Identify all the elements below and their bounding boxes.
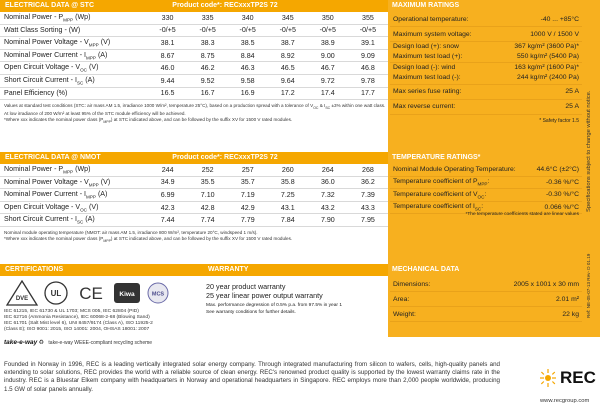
cell-value: 43.3 xyxy=(348,201,388,214)
table-row xyxy=(390,189,582,202)
cell-value: 46.2 xyxy=(188,62,228,75)
row-label: Weight: xyxy=(390,307,463,322)
temp-footnote: *The temperature coefficients stated are linear values xyxy=(465,212,579,217)
cell-value: 7.19 xyxy=(228,189,268,202)
row-label: Design load (+): snow Maximum test load (+): xyxy=(390,42,495,63)
row-label: Nominal Power Voltage - $V_{MPP}$ (V) xyxy=(0,176,148,189)
row-label: Open Circuit Voltage - $V_{OC}$ (V) xyxy=(0,62,148,75)
row-label: Short Circuit Current - $I_{SC}$ (A) xyxy=(0,74,148,87)
stc-table xyxy=(0,12,388,100)
cell-value: 9.64 xyxy=(268,74,308,87)
cell-value: 8.84 xyxy=(228,49,268,62)
table-row xyxy=(0,37,388,50)
row-value: 44.6°C (±2°C) xyxy=(530,164,583,176)
cell-value: -0/+5 xyxy=(188,24,228,37)
row-label: Design load (-): wind Maximum test load (-): xyxy=(390,63,495,84)
row-label: Open Circuit Voltage - $V_{OC}$ (V) xyxy=(0,201,148,214)
cert-text: IEC 61215, IEC 61730 & UL 1703; MCS 005, IEC 62804 (PID) IEC 62716 (Ammonia Resistance), IEC 60068-2-68 (Blowing Sand) IEC 61701 (Salt Mist level 6), UNI 8457/9174 (Class A), ISO 11925-2 (Class E); ISO 9001: 2015, ISO 14001: 2004, OHSAS 18001: 2007 xyxy=(4,309,153,333)
row-label: Dimensions: xyxy=(390,277,463,292)
row-label: Temperature coefficient of $I_{SC}$: xyxy=(390,201,530,214)
cell-value: 17.7 xyxy=(348,87,388,100)
stc-note: Values at standard test conditions (STC: air mass AM 1.5, irradiance 1000 W/m², temperature 25°C), based on a production spread with a tolerance of $V_{OC}$ & $I_{SC} \pm 3\%$ within one watt class. At low irradiance of 200 W/m² at least 95% of the STC module efficiency will be achieved. *Where xxx indicates the nominal power class $(P_{MPP})$ at STC indicated above, and can be followed by the suffix XV for 1500 V rated modules. xyxy=(4,103,386,124)
cell-value: 7.84 xyxy=(268,214,308,227)
dve-logo xyxy=(7,281,37,305)
cell-value: 35.7 xyxy=(228,176,268,189)
ce-logo xyxy=(79,284,103,303)
row-value: -40 ... +85°C xyxy=(495,12,582,27)
nmot-title: ELECTRICAL DATA @ NMOT xyxy=(5,154,101,161)
website: www.recgroup.com xyxy=(540,398,590,404)
cell-value: 9.00 xyxy=(308,49,348,62)
nmot-note: Nominal module operating temperature (NMOT: air mass AM 1.5, irradiance 800 W/m², temperature 20°C, windspeed 1 m/s). *Where xxx indicates the nominal power class $(P_{MPP})$ at STC indicated above, and can be followed by the suffix XV for 1500 V rated modules. xyxy=(4,229,293,243)
cell-value: 350 xyxy=(308,12,348,24)
cell-value: 7.44 xyxy=(148,214,188,227)
cell-value: 16.9 xyxy=(228,87,268,100)
row-value: 25 A xyxy=(495,99,582,114)
cell-value: -0/+5 xyxy=(228,24,268,37)
warranty-power: 25 year linear power output warranty xyxy=(206,291,323,300)
stc-title: ELECTRICAL DATA @ STC xyxy=(5,2,95,9)
temp-table xyxy=(390,164,582,214)
cell-value: 7.95 xyxy=(348,214,388,227)
cell-value: -0/+5 xyxy=(268,24,308,37)
row-label: Watt Class Sorting - (W) xyxy=(0,24,148,37)
recycling-text: take-e-way WEEE-compliant recycling scheme xyxy=(48,340,153,346)
row-value: 2.01 m² xyxy=(463,292,582,307)
row-label: Nominal Power Current - $I_{MPP}$ (A) xyxy=(0,189,148,202)
table-row xyxy=(390,99,582,114)
side-notice: Specifications subject to change without notice. xyxy=(586,90,592,212)
rec-logo xyxy=(540,368,600,388)
nmot-header xyxy=(0,152,388,164)
cell-value: 355 xyxy=(348,12,388,24)
cell-value: 9.78 xyxy=(348,74,388,87)
cell-value: 340 xyxy=(228,12,268,24)
right-content xyxy=(390,0,582,337)
row-value: 0.066 %/°C xyxy=(530,201,583,214)
cell-value: 9.09 xyxy=(348,49,388,62)
cell-value: -0/+5 xyxy=(308,24,348,37)
row-label: Nominal Power - $P_{MPP}$ (Wp) xyxy=(0,12,148,24)
row-label: Operational temperature: xyxy=(390,12,495,27)
stc-header xyxy=(0,0,388,12)
cell-value: 7.10 xyxy=(188,189,228,202)
row-value: -0.30 %/°C xyxy=(530,189,583,202)
table-row xyxy=(390,176,582,189)
table-row xyxy=(0,24,388,37)
table-row xyxy=(390,164,582,176)
mechanical-table xyxy=(390,277,582,322)
ul-logo-text: UL xyxy=(50,289,62,298)
table-row xyxy=(390,42,582,63)
nmot-section xyxy=(0,152,388,244)
cell-value: 35.5 xyxy=(188,176,228,189)
row-label: Max series fuse rating: xyxy=(390,84,495,99)
table-row xyxy=(0,74,388,87)
cell-value: 46.7 xyxy=(308,62,348,75)
cell-value: 244 xyxy=(148,164,188,176)
row-value: 1000 V / 1500 V xyxy=(495,27,582,42)
cell-value: 16.5 xyxy=(148,87,188,100)
cell-value: 9.58 xyxy=(228,74,268,87)
cell-value: 9.72 xyxy=(308,74,348,87)
table-row xyxy=(390,277,582,292)
row-label: Maximum system voltage: xyxy=(390,27,495,42)
cell-value: 330 xyxy=(148,12,188,24)
row-label: Area: xyxy=(390,292,463,307)
row-label: Temperature coefficient of $P_{MPP}$: xyxy=(390,176,530,189)
table-row xyxy=(0,87,388,100)
cell-value: 8.75 xyxy=(188,49,228,62)
cell-value: 38.3 xyxy=(188,37,228,50)
table-row xyxy=(390,12,582,27)
cell-value: 7.39 xyxy=(348,189,388,202)
cell-value: 46.3 xyxy=(228,62,268,75)
max-ratings-footnote: * Safety factor 1.5 xyxy=(539,117,579,124)
cert-header: CERTIFICATIONS xyxy=(0,264,203,276)
nmot-product-code: Product code*: RECxxxTP2S 72 xyxy=(172,154,278,161)
cell-value: 252 xyxy=(188,164,228,176)
stc-section xyxy=(0,0,388,125)
row-label: Nominal Power Current - $I_{MPP}$ (A) xyxy=(0,49,148,62)
warranty-small1: Max. performance degression of 0.5% p.a. from 97.5% in year 1 xyxy=(206,303,342,308)
row-label: Panel Efficiency (%) xyxy=(0,87,148,100)
cell-value: 7.90 xyxy=(308,214,348,227)
cell-value: 7.79 xyxy=(228,214,268,227)
table-row xyxy=(0,189,388,202)
max-ratings-title: MAXIMUM RATINGS xyxy=(392,2,460,9)
cell-value: 7.25 xyxy=(268,189,308,202)
stc-product-code: Product code*: RECxxxTP2S 72 xyxy=(172,2,278,9)
cell-value: 9.52 xyxy=(188,74,228,87)
cell-value: 264 xyxy=(308,164,348,176)
cell-value: 38.7 xyxy=(268,37,308,50)
cell-value: 35.8 xyxy=(268,176,308,189)
ref-text: Ref: NE-05-07-13 Rev- D 01.19 xyxy=(586,253,591,318)
mcs-logo-text: MCS xyxy=(151,291,165,298)
kiwa-logo xyxy=(114,283,140,303)
ul-logo xyxy=(45,282,67,304)
cell-value: 42.3 xyxy=(148,201,188,214)
cell-value: 38.1 xyxy=(148,37,188,50)
table-row xyxy=(0,164,388,176)
cell-value: -0/+5 xyxy=(148,24,188,37)
mcs-logo xyxy=(148,283,168,303)
cell-value: 16.7 xyxy=(188,87,228,100)
cell-value: -0/+5 xyxy=(348,24,388,37)
row-value: 2005 x 1001 x 30 mm xyxy=(463,277,582,292)
row-value: 25 A xyxy=(495,84,582,99)
cell-value: 46.5 xyxy=(268,62,308,75)
row-label: Nominal Power - $P_{MPP}$ (Wp) xyxy=(0,164,148,176)
cell-value: 38.9 xyxy=(308,37,348,50)
cell-value: 335 xyxy=(188,12,228,24)
row-value: 163 kg/m² (1600 Pa)* 244 kg/m² (2400 Pa) xyxy=(495,63,582,84)
table-row xyxy=(0,214,388,227)
table-row xyxy=(0,62,388,75)
cell-value: 43.1 xyxy=(268,201,308,214)
table-row xyxy=(390,307,582,322)
max-ratings-table xyxy=(390,12,582,115)
cell-value: 42.8 xyxy=(188,201,228,214)
ce-logo-text: CE xyxy=(79,284,103,303)
warranty-header: WARRANTY xyxy=(203,264,388,276)
warranty-product: 20 year product warranty xyxy=(206,282,286,291)
takeaway-logo: take-e-way xyxy=(4,339,38,346)
row-value: -0.36 %/°C xyxy=(530,176,583,189)
takeaway-row xyxy=(4,338,152,350)
cell-value: 7.74 xyxy=(188,214,228,227)
cell-value: 46.8 xyxy=(348,62,388,75)
table-row xyxy=(0,12,388,24)
table-row xyxy=(0,176,388,189)
row-label: Nominal Power Voltage - $V_{MPP}$ (V) xyxy=(0,37,148,50)
cell-value: 6.99 xyxy=(148,189,188,202)
cell-value: 36.0 xyxy=(308,176,348,189)
row-value: 367 kg/m² (3600 Pa)* 550 kg/m² (5400 Pa) xyxy=(495,42,582,63)
table-row xyxy=(0,201,388,214)
nmot-table xyxy=(0,164,388,227)
warranty-body xyxy=(206,282,388,316)
cell-value: 8.67 xyxy=(148,49,188,62)
warranty-small2: See warranty conditions for further details. xyxy=(206,309,296,315)
cell-value: 9.44 xyxy=(148,74,188,87)
cell-value: 43.2 xyxy=(308,201,348,214)
cell-value: 39.1 xyxy=(348,37,388,50)
row-label: Max reverse current: xyxy=(390,99,495,114)
rec-brand: REC xyxy=(560,368,596,387)
cell-value: 38.5 xyxy=(228,37,268,50)
cell-value: 46.0 xyxy=(148,62,188,75)
cell-value: 345 xyxy=(268,12,308,24)
row-value: 22 kg xyxy=(463,307,582,322)
dve-logo-text: DVE xyxy=(15,296,29,302)
cell-value: 34.9 xyxy=(148,176,188,189)
table-row xyxy=(390,27,582,42)
cell-value: 17.2 xyxy=(268,87,308,100)
cert-logo-row xyxy=(6,280,206,306)
row-label: Nominal Module Operating Temperature: xyxy=(390,164,530,176)
table-row xyxy=(0,49,388,62)
cell-value: 257 xyxy=(228,164,268,176)
cell-value: 42.9 xyxy=(228,201,268,214)
kiwa-logo-text: Kiwa xyxy=(119,291,135,298)
cert-logos xyxy=(6,280,206,306)
cell-value: 36.2 xyxy=(348,176,388,189)
cell-value: 8.92 xyxy=(268,49,308,62)
cell-value: 260 xyxy=(268,164,308,176)
cell-value: 268 xyxy=(348,164,388,176)
recycling-icon: ♻ xyxy=(38,340,45,346)
temp-title: TEMPERATURE RATINGS* xyxy=(392,154,481,161)
footer-about: Founded in Norway in 1996, REC is a leading vertically integrated solar energy company. Through integrated manufacturing from silicon to wafers, cells, high-quality panels and extending to solar solutions, REC provides the world with a reliable source of clean energy. REC's renowned product quality is supported by the lowest warranty claims rate in the industry. REC is a Bluestar Elkem company with headquarters in Norway and operational headquarters in Singapore. REC employs more than 2,000 people worldwide, producing 1.5 GW of solar panels annually. xyxy=(4,361,500,393)
table-row xyxy=(390,292,582,307)
table-row xyxy=(390,84,582,99)
cell-value: 7.32 xyxy=(308,189,348,202)
mechanical-title: MECHANICAL DATA xyxy=(392,266,460,273)
table-row xyxy=(390,63,582,84)
row-label: Short Circuit Current - $I_{SC}$ (A) xyxy=(0,214,148,227)
cell-value: 17.4 xyxy=(308,87,348,100)
row-label: Temperature coefficient of $V_{OC}$: xyxy=(390,189,530,202)
